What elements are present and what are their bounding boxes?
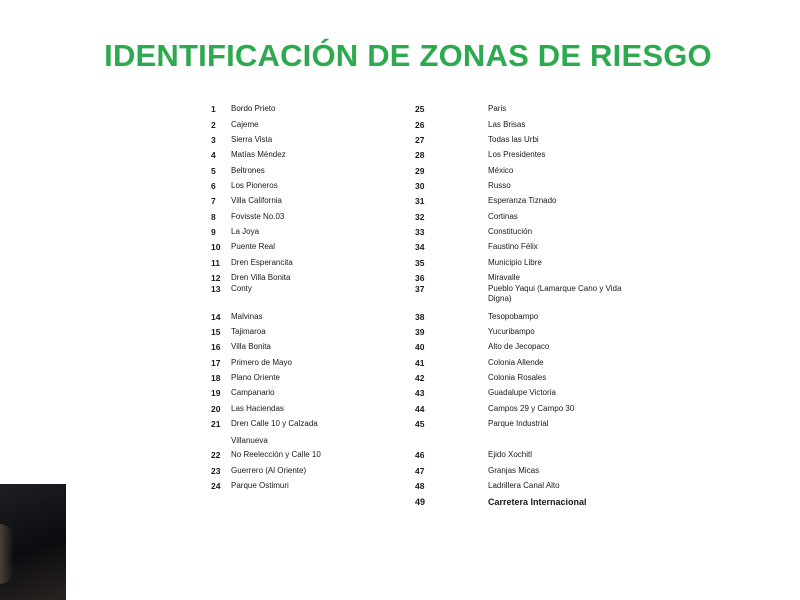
zone-name: Parque Industrial xyxy=(488,419,549,428)
zone-number: 21 xyxy=(211,419,221,429)
zone-name: Ejido Xochitl xyxy=(488,450,533,459)
zone-number: 39 xyxy=(415,327,425,337)
zone-name: Russo xyxy=(488,181,511,190)
zone-number: 26 xyxy=(415,120,425,130)
zone-name: Faustino Félix xyxy=(488,242,538,251)
zone-number: 12 xyxy=(211,273,221,283)
zone-number: 24 xyxy=(211,481,221,491)
zone-number: 20 xyxy=(211,404,221,414)
zone-name: Parque Ostimuri xyxy=(231,481,289,490)
zone-number: 45 xyxy=(415,419,425,429)
zone-name: Campos 29 y Campo 30 xyxy=(488,404,575,413)
zone-name: Tajimaroa xyxy=(231,327,266,336)
zone-name: Los Pioneros xyxy=(231,181,278,190)
zone-number: 6 xyxy=(211,181,216,191)
zone-number: 34 xyxy=(415,242,425,252)
zone-number: 13 xyxy=(211,284,221,294)
zone-name: Las Haciendas xyxy=(231,404,284,413)
zone-name: Cajeme xyxy=(231,120,259,129)
zone-name: Malvinas xyxy=(231,312,263,321)
zone-number: 25 xyxy=(415,104,425,114)
zone-name: Bordo Prieto xyxy=(231,104,276,113)
zone-name: Dren Esperancita xyxy=(231,258,293,267)
zone-name: Colonia Allende xyxy=(488,358,544,367)
zone-number: 16 xyxy=(211,342,221,352)
zone-name: Campanario xyxy=(231,388,275,397)
zone-name: Sierra Vista xyxy=(231,135,273,144)
zone-name: Carretera Internacional xyxy=(488,497,587,507)
zone-number: 4 xyxy=(211,150,216,160)
zone-name: Villa Bonita xyxy=(231,342,271,351)
zone-name: Conty xyxy=(231,284,252,293)
zone-name: Paris xyxy=(488,104,507,113)
zone-name: Matías Méndez xyxy=(231,150,286,159)
zone-number: 8 xyxy=(211,212,216,222)
zone-name: Tesopobampo xyxy=(488,312,539,321)
zone-name: Beltrones xyxy=(231,166,265,175)
zone-name: México xyxy=(488,166,514,175)
webcam-overlay xyxy=(0,484,66,600)
zone-name: Todas las Urbi xyxy=(488,135,539,144)
zone-number: 2 xyxy=(211,120,216,130)
zone-number: 38 xyxy=(415,312,425,322)
zone-name: Guerrero (Al Oriente) xyxy=(231,466,307,475)
zone-name: La Joya xyxy=(231,227,260,236)
zone-number: 19 xyxy=(211,388,221,398)
zone-number: 30 xyxy=(415,181,425,191)
zone-number: 9 xyxy=(211,227,216,237)
zone-number: 44 xyxy=(415,404,425,414)
zone-name: Villa California xyxy=(231,196,282,205)
zone-name: No Reelección y Calle 10 xyxy=(231,450,321,459)
zone-number: 49 xyxy=(415,497,426,507)
zone-name: Primero de Mayo xyxy=(231,358,292,367)
zone-name: Alto de Jecopaco xyxy=(488,342,550,351)
zone-number: 7 xyxy=(211,196,216,206)
zone-name: Cortinas xyxy=(488,212,518,221)
zone-name: Dren Calle 10 y Calzada xyxy=(231,419,318,428)
zone-number: 14 xyxy=(211,312,221,322)
zone-number: 3 xyxy=(211,135,216,145)
zone-name: Fovisste No.03 xyxy=(231,212,285,221)
zone-number: 35 xyxy=(415,258,425,268)
zone-number: 47 xyxy=(415,466,425,476)
zone-number: 15 xyxy=(211,327,221,337)
zone-number: 37 xyxy=(415,284,425,294)
zone-name: Los Presidentes xyxy=(488,150,546,159)
zone-name: Las Brisas xyxy=(488,120,526,129)
zone-name: Yucuribampo xyxy=(488,327,535,336)
zone-number: 48 xyxy=(415,481,425,491)
zone-number: 27 xyxy=(415,135,425,145)
zone-number: 43 xyxy=(415,388,425,398)
zone-name: Ladrillera Canal Alto xyxy=(488,481,560,490)
zone-name: Miravalle xyxy=(488,273,521,282)
zone-number: 32 xyxy=(415,212,425,222)
zone-number: 42 xyxy=(415,373,425,383)
zone-number: 18 xyxy=(211,373,221,383)
zone-name: Pueblo Yaqui (Lamarque Cano y Vida Digna) xyxy=(488,284,622,303)
zone-name: Puente Real xyxy=(231,242,276,251)
zone-name: Dren Villa Bonita xyxy=(231,273,291,282)
zone-name: Guadalupe Victoria xyxy=(488,388,556,397)
zone-name: Plano Oriente xyxy=(231,373,280,382)
zone-number: 5 xyxy=(211,166,216,176)
zone-number: 46 xyxy=(415,450,425,460)
zone-number: 33 xyxy=(415,227,425,237)
zone-number: 11 xyxy=(211,258,220,268)
zone-name: Esperanza Tiznado xyxy=(488,196,557,205)
zone-number: 31 xyxy=(415,196,425,206)
zone-name: Constitución xyxy=(488,227,533,236)
zone-number: 41 xyxy=(415,358,425,368)
zone-name: Granjas Micas xyxy=(488,466,540,475)
zone-name: Colonia Rosales xyxy=(488,373,547,382)
zone-number: 28 xyxy=(415,150,425,160)
zone-number: 40 xyxy=(415,342,425,352)
zone-name: Municipio Libre xyxy=(488,258,542,267)
zone-number: 10 xyxy=(211,242,221,252)
zone-name: Villanueva xyxy=(231,436,268,445)
zone-number: 17 xyxy=(211,358,221,368)
page-title: IDENTIFICACIÓN DE ZONAS DE RIESGO xyxy=(104,38,712,73)
zone-number: 1 xyxy=(211,104,216,114)
zone-number: 29 xyxy=(415,166,425,176)
zone-number: 23 xyxy=(211,466,221,476)
webcam-figure xyxy=(0,524,14,584)
zone-number: 22 xyxy=(211,450,221,460)
zone-number: 36 xyxy=(415,273,425,283)
